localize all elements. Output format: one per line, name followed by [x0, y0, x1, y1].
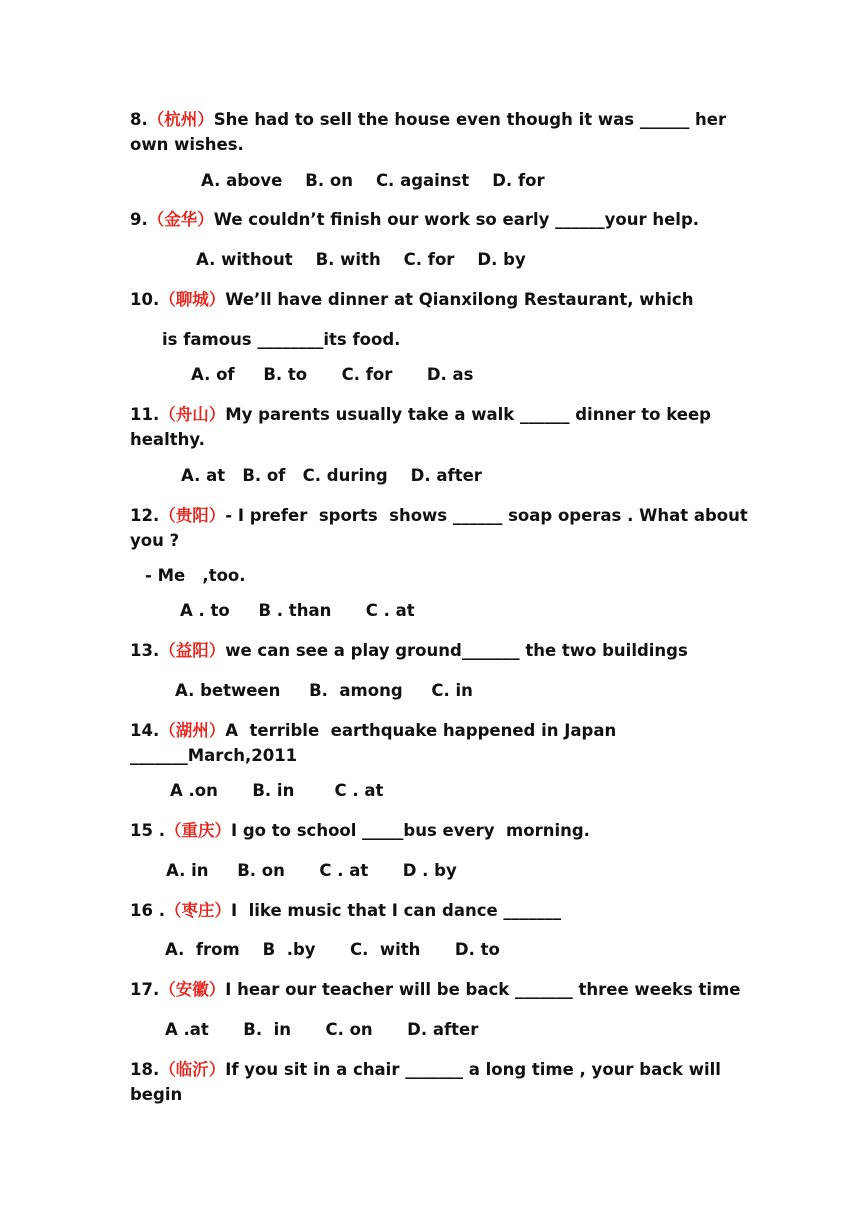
question-11-line-1 [130, 404, 711, 426]
question-13-options: A. between B. among C. in [175, 681, 473, 700]
question-10-options: A. of B. to C. for D. as [191, 365, 474, 384]
question-number: 10. [130, 290, 160, 309]
city-label: （聊城） [159, 290, 226, 309]
question-stem: We couldn’t finish our work so early ______your help. [213, 210, 700, 229]
question-14-line-1 [130, 720, 616, 742]
question-stem: We’ll have dinner at Qianxilong Restaurant, which [225, 290, 694, 309]
question-12-line-1 [130, 505, 748, 527]
question-number: 11. [130, 405, 160, 424]
question-stem: we can see a play ground_______ the two buildings [225, 641, 688, 660]
question-number: 14. [130, 721, 160, 740]
question-number: 16 . [130, 901, 165, 920]
city-label: （安徽） [159, 980, 226, 999]
question-10-line-2: is famous ________its food. [162, 330, 401, 349]
question-17-options: A .at B. in C. on D. after [165, 1020, 479, 1039]
question-12-options: A . to B . than C . at [180, 601, 415, 620]
question-17-line-1 [130, 979, 740, 1001]
question-8-line-1 [130, 109, 726, 131]
question-16-line-1 [130, 900, 561, 922]
question-12-line-2: you ? [130, 531, 180, 550]
question-16-options: A. from B .by C. with D. to [165, 940, 500, 959]
question-13-line-1 [130, 640, 688, 662]
city-label: （金华） [147, 210, 214, 229]
question-8-line-2: own wishes. [130, 135, 244, 154]
city-label: （湖州） [159, 721, 226, 740]
city-label: （贵阳） [159, 506, 226, 525]
question-stem: I go to school _____bus every morning. [230, 821, 590, 840]
question-15-line-1 [130, 820, 590, 842]
question-number: 18. [130, 1060, 160, 1079]
question-number: 13. [130, 641, 160, 660]
question-number: 17. [130, 980, 160, 999]
city-label: （舟山） [159, 405, 226, 424]
question-number: 8. [130, 110, 148, 129]
question-number: 9. [130, 210, 148, 229]
question-stem: She had to sell the house even though it was ______ her [213, 110, 727, 129]
city-label: （枣庄） [164, 901, 231, 920]
city-label: （益阳） [159, 641, 226, 660]
question-10-line-1 [130, 289, 693, 311]
city-label: （重庆） [164, 821, 231, 840]
question-18-line-1 [130, 1059, 721, 1081]
question-14-line-2: _______March,2011 [130, 746, 298, 765]
question-stem: - I prefer sports shows ______ soap operas . What about [225, 506, 748, 525]
city-label: （杭州） [147, 110, 214, 129]
city-label: （临沂） [159, 1060, 226, 1079]
question-8-options: A. above B. on C. against D. for [201, 171, 545, 190]
question-9-options: A. without B. with C. for D. by [196, 250, 526, 269]
question-stem: My parents usually take a walk ______ dinner to keep [225, 405, 711, 424]
question-12-line-3: - Me ,too. [145, 566, 246, 585]
question-9-line-1 [130, 209, 699, 231]
question-stem: A terrible earthquake happened in Japan [225, 721, 617, 740]
question-stem: If you sit in a chair _______ a long time , your back will [225, 1060, 721, 1079]
question-stem: I hear our teacher will be back _______ three weeks time [225, 980, 741, 999]
question-11-options: A. at B. of C. during D. after [181, 466, 482, 485]
question-11-line-2: healthy. [130, 430, 205, 449]
question-stem: I like music that I can dance _______ [230, 901, 562, 920]
question-number: 15 . [130, 821, 165, 840]
question-18-line-2: begin [130, 1085, 183, 1104]
question-15-options: A. in B. on C . at D . by [166, 861, 457, 880]
question-number: 12. [130, 506, 160, 525]
question-14-options: A .on B. in C . at [170, 781, 384, 800]
